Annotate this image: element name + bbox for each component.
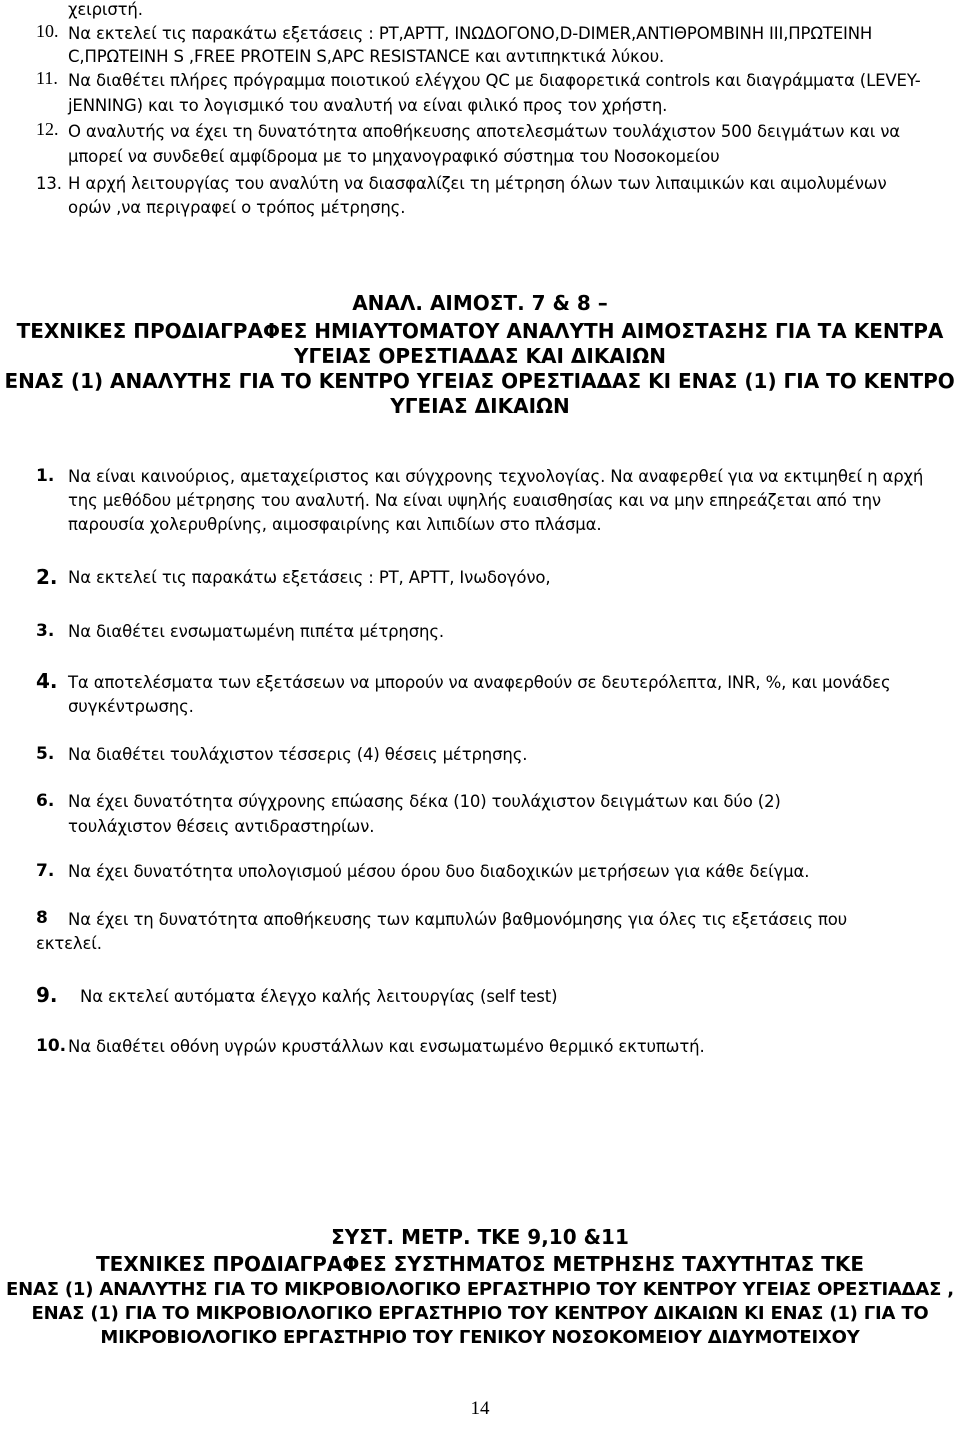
list-item-line: Να εκτελεί τις παρακάτω εξετάσεις : PT,APTT, ΙΝΩΔΟΓΟΝΟ,D-DIMER,ΑΝΤΙΘΡΟΜΒΙΝΗ ΙΙΙ,ΠΡΩΤΕΙΝΗ [68,24,873,43]
item-line: της μεθόδου μέτρησης του αναλυτή. Να είναι υψηλής ευαισθησίας και να μην επηρεάζεται από την [68,491,881,510]
list-item-line: Η αρχή λειτουργίας του αναλύτη να διασφαλίζει τη μέτρηση όλων των λιπαιμικών και αιμολυμένων [68,174,887,193]
item-line: Να έχει δυνατότητα σύγχρονης επώασης δέκα (10) τουλάχιστον δειγμάτων και δύο (2) [68,792,781,811]
item-line: συγκέντρωσης. [68,697,194,716]
section-subtitle-line: ΕΝΑΣ (1) ΓΙΑ ΤΟ ΜΙΚΡΟΒΙΟΛΟΓΙΚΟ ΕΡΓΑΣΤΗΡΙΟ ΤΟΥ ΚΕΝΤΡΟΥ ΔΙΚΑΙΩΝ ΚΙ ΕΝΑΣ (1) ΓΙΑ ΤΟ [31,1303,929,1324]
page-number: 14 [470,1398,490,1419]
list-item-line: Να διαθέτει πλήρες πρόγραμμα ποιοτικού ελέγχου QC με διαφορετικά controls και διαγράμματα (LEVEY- [68,71,921,90]
list-item-line: Ο αναλυτής να έχει τη δυνατότητα αποθήκευσης αποτελεσμάτων τουλάχιστον 500 δειγμάτων και να [68,122,901,141]
list-item-line: ορών ,να περιγραφεί ο τρόπος μέτρησης. [68,198,406,217]
item-number: 2. [36,565,58,589]
item-number: 5. [36,744,55,764]
item-number: 7. [36,861,55,881]
list-item-number: 13. [36,174,62,193]
item-line: Να διαθέτει ενσωματωμένη πιπέτα μέτρησης. [68,622,444,641]
item-line: εκτελεί. [36,934,102,953]
section-title-line: ΤΕΧΝΙΚΕΣ ΠΡΟΔΙΑΓΡΑΦΕΣ ΗΜΙΑΥΤΟΜΑΤΟΥ ΑΝΑΛΥΤΗ ΑΙΜΟΣΤΑΣΗΣ ΓΙΑ ΤΑ ΚΕΝΤΡΑ [16,319,944,343]
item-number: 10. [36,1036,67,1056]
item-line: Να έχει δυνατότητα υπολογισμού μέσου όρου δυο διαδοχικών μετρήσεων για κάθε δείγμα. [68,862,810,881]
item-number: 8 [36,908,48,928]
section-title: ΤΕΧΝΙΚΕΣ ΠΡΟΔΙΑΓΡΑΦΕΣ ΣΥΣΤΗΜΑΤΟΣ ΜΕΤΡΗΣΗΣ ΤΑΧΥΤΗΤΑΣ ΤΚΕ [95,1252,865,1276]
section-code: ΑΝΑΛ. ΑΙΜΟΣΤ. 7 & 8 – [352,291,608,315]
item-line: Να έχει τη δυνατότητα αποθήκευσης των καμπυλών βαθμονόμησης για όλες τις εξετάσεις που [68,910,848,929]
item-line: Να διαθέτει οθόνη υγρών κρυστάλλων και ενσωματωμένο θερμικό εκτυπωτή. [68,1037,705,1056]
list-item-number: 11. [36,68,58,88]
list-item-line: jENNING) και το λογισμικό του αναλυτή να είναι φιλικό προς τον χρήστη. [68,96,668,115]
item-number: 9. [36,983,58,1007]
list-item-number: 12. [36,119,59,139]
section-title-line: ΥΓΕΙΑΣ ΟΡΕΣΤΙΑΔΑΣ ΚΑΙ ΔΙΚΑΙΩΝ [293,344,667,368]
section-title-line: ΕΝΑΣ (1) ΑΝΑΛΥΤΗΣ ΓΙΑ ΤΟ ΚΕΝΤΡΟ ΥΓΕΙΑΣ ΟΡΕΣΤΙΑΔΑΣ ΚΙ ΕΝΑΣ (1) ΓΙΑ ΤΟ ΚΕΝΤΡΟ [4,369,956,393]
item-number: 3. [36,621,55,641]
section-subtitle-line: ΜΙΚΡΟΒΙΟΛΟΓΙΚΟ ΕΡΓΑΣΤΗΡΙΟ ΤΟΥ ΓΕΝΙΚΟΥ ΝΟΣΟΚΟΜΕΙΟΥ ΔΙΔΥΜΟΤΕΙΧΟΥ [100,1327,860,1348]
item-line: παρουσία χολερυθρίνης, αιμοσφαιρίνης και λιπιδίων στο πλάσμα. [68,515,602,534]
list-item-line: μπορεί να συνδεθεί αμφίδρομα με το μηχανογραφικό σύστημα του Νοσοκομείου [68,147,720,166]
item-line: Να εκτελεί τις παρακάτω εξετάσεις : PT, APTT, Ινωδογόνο, [68,568,551,587]
list-item-number: 10. [36,21,59,41]
section-title-line: ΥΓΕΙΑΣ ΔΙΚΑΙΩΝ [390,394,570,418]
item-line: Να εκτελεί αυτόματα έλεγχο καλής λειτουργίας (self test) [80,987,558,1006]
item-line: τουλάχιστον θέσεις αντιδραστηρίων. [68,817,375,836]
item-number: 1. [36,466,55,486]
item-line: Τα αποτελέσματα των εξετάσεων να μπορούν να αναφερθούν σε δευτερόλεπτα, INR, %, και μονάδες [68,673,891,692]
item-line: Να είναι καινούριος, αμεταχείριστος και σύγχρονης τεχνολογίας. Να αναφερθεί για να εκτιμηθεί η αρχή [68,467,924,486]
list-item-line: C,ΠΡΩΤΕΙΝΗ S ,FREE PROTEIN S,APC RESISTANCE και αντιπηκτικά λύκου. [68,47,665,66]
top-fragment: χειριστή. [68,0,143,19]
section-code: ΣΥΣΤ. ΜΕΤΡ. ΤΚΕ 9,10 &11 [331,1225,629,1249]
item-line: Να διαθέτει τουλάχιστον τέσσερις (4) θέσεις μέτρησης. [68,745,528,764]
item-number: 6. [36,791,55,811]
section-subtitle-line: ΕΝΑΣ (1) ΑΝΑΛΥΤΗΣ ΓΙΑ ΤΟ ΜΙΚΡΟΒΙΟΛΟΓΙΚΟ ΕΡΓΑΣΤΗΡΙΟ ΤΟΥ ΚΕΝΤΡΟΥ ΥΓΕΙΑΣ ΟΡΕΣΤΙΑΔΑΣ , [6,1279,954,1300]
item-number: 4. [36,669,58,693]
